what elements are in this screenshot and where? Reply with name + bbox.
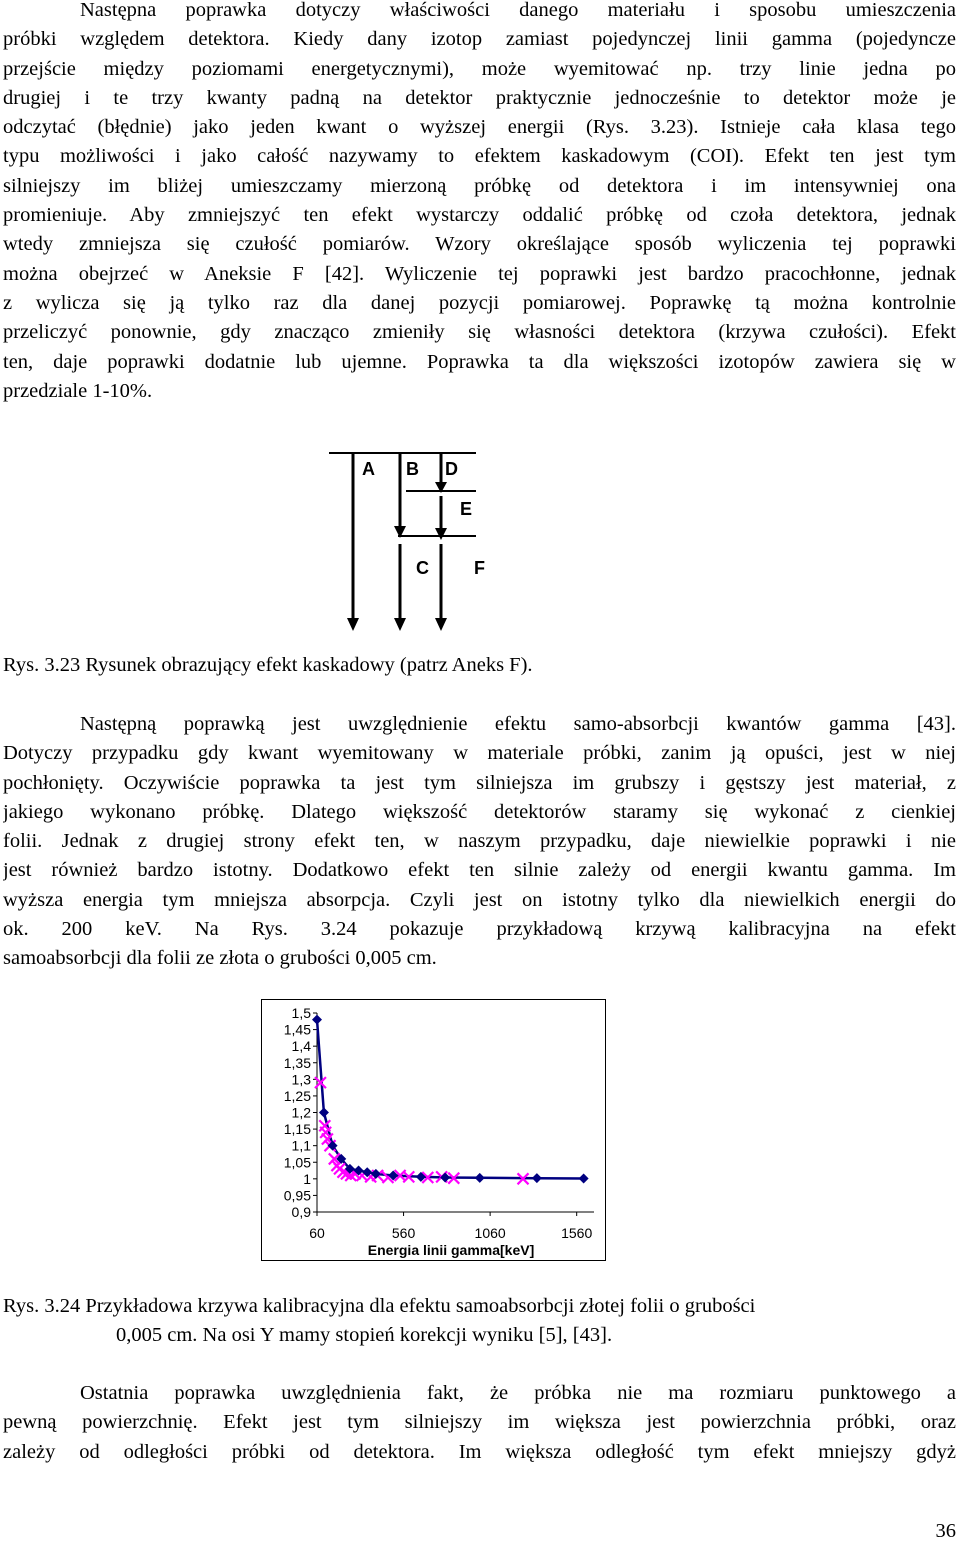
- label-f: F: [474, 558, 485, 578]
- text-line: przedziale 1-10%.: [3, 379, 153, 402]
- arrow-e-head: [435, 528, 447, 540]
- y-tick-label: 1,3: [291, 1071, 311, 1088]
- text-line: Następną poprawką jest uwzględnienie efektu samo-absorbcji kwantów gamma [43].: [80, 713, 956, 735]
- arrow-c-head: [394, 618, 406, 631]
- y-tick-label: 0,95: [283, 1187, 311, 1204]
- chart-frame: [262, 1000, 606, 1261]
- figure-3-23-caption: Rys. 3.23 Rysunek obrazujący efekt kaskadowy (patrz Aneks F).: [3, 654, 533, 676]
- y-tick-label: 1,15: [283, 1121, 311, 1138]
- paragraph-cascade-effect: [3, 0, 956, 406]
- text-line: folii. Jednak z drugiej strony efekt ten, w naszym przypadku, daje niewielkie poprawki i nie: [3, 830, 956, 853]
- text-line: samoabsorbcji dla folii ze złota o grubości 0,005 cm.: [3, 947, 437, 970]
- paragraph-source-geometry: [3, 1379, 956, 1467]
- y-tick-label: 1,2: [291, 1104, 311, 1121]
- page-number: 36: [935, 1520, 956, 1542]
- calibration-chart: [261, 999, 606, 1261]
- text-line: ten, daje poprawki dodatnie lub ujemne. Poprawka ta dla większości izotopów zawiera się w: [3, 350, 956, 373]
- text-line: pochłonięty. Oczywiście poprawka ta jest tym silniejsza im grubszy i gęstszy jest materiał, z: [3, 771, 956, 794]
- arrow-f-head: [435, 618, 447, 631]
- figure-3-24-caption-line1: Rys. 3.24 Przykładowa krzywa kalibracyjna dla efektu samoabsorbcji złotej folii o grubości: [3, 1295, 756, 1317]
- label-d: D: [445, 459, 458, 479]
- x-tick-label: 60: [309, 1225, 325, 1241]
- arrow-a-head: [347, 618, 359, 631]
- label-c: C: [416, 558, 429, 578]
- text-line: Dotyczy przypadku gdy kwant wyemitowany w materiale próbki, zanim ją opuści, jest w niej: [3, 742, 956, 765]
- y-tick-label: 1,1: [291, 1137, 311, 1154]
- text-line: jest również bardzo istotny. Dodatkowo efekt ten silnie zależy od energii kwantu gamma. Im: [3, 859, 956, 882]
- text-line: próbki względem detektora. Kiedy dany izotop zamiast pojedynczej linii gamma (pojedyncze: [3, 28, 956, 51]
- y-tick-label: 1,05: [283, 1154, 311, 1171]
- x-tick-label: 1560: [561, 1225, 593, 1241]
- label-b: B: [406, 459, 419, 479]
- text-line: pewną powierzchnię. Efekt jest tym silniejszy im większa jest powierzchnia próbki, oraz: [3, 1411, 956, 1434]
- y-tick-label: 0,9: [291, 1204, 311, 1220]
- text-line: wyższa energia tym mniejsza absorpcja. Czyli jest on istotny tylko dla niewielkich energii do: [3, 888, 956, 911]
- text-line: zależy od odległości próbki od detektora. Im większa odległość tym efekt mniejszy gdyż: [3, 1440, 956, 1463]
- y-tick-label: 1,35: [283, 1054, 311, 1071]
- text-line: odczytać (błędnie) jako jeden kwant o wyższej energii (Rys. 3.23). Istnieje cała klasa tego: [3, 116, 956, 139]
- text-line: przejście między poziomami energetycznymi), może wyemitować np. trzy linie jedna po: [3, 57, 956, 80]
- text-line: promieniuje. Aby zmniejszyć ten efekt wystarczy oddalić próbkę od czoła detektora, jednak: [3, 204, 956, 227]
- y-tick-label: 1,5: [291, 1005, 311, 1021]
- text-line: typu możliwości i jako całość nazywamy to efektem kaskadowym (COI). Efekt ten jest tym: [3, 145, 956, 168]
- x-axis-title: Energia linii gamma[keV]: [367, 1242, 535, 1258]
- text-line: można obejrzeć w Aneksie F [42]. Wyliczenie tej poprawki jest bardzo pracochłonne, jednak: [3, 262, 956, 285]
- text-line: wtedy zmniejsza się czułość pomiarów. Wzory określające sposób wyliczenia tej poprawki: [3, 233, 956, 256]
- x-tick-label: 560: [391, 1225, 416, 1241]
- text-line: Ostatnia poprawka uwzględnienia fakt, że próbka nie ma rozmiaru punktowego a: [80, 1382, 956, 1404]
- x-tick-label: 1060: [474, 1225, 506, 1241]
- text-line: drugiej i te trzy kwanty padną na detektor praktycznie jednocześnie to detektor może je: [3, 86, 956, 109]
- text-line: z wylicza się ją tylko raz dla danej pozycji pomiarowej. Poprawkę tą można kontrolnie: [3, 291, 956, 314]
- y-tick-label: 1,45: [283, 1021, 311, 1038]
- y-tick-label: 1,4: [291, 1038, 311, 1055]
- text-line: silniejszy im bliżej umieszczamy mierzoną próbkę od detektora i im intensywniej ona: [3, 174, 956, 197]
- label-a: A: [362, 459, 375, 479]
- y-tick-label: 1: [303, 1170, 311, 1187]
- figure-3-24-caption-line2: 0,005 cm. Na osi Y mamy stopień korekcji wyniku [5], [43].: [116, 1324, 613, 1346]
- text-line: ok. 200 keV. Na Rys. 3.24 pokazuje przykładową krzywą kalibracyjna na efekt: [3, 918, 956, 941]
- paragraph-self-absorption: [3, 710, 956, 974]
- text-line: jakiego wykonano próbkę. Dlatego większość detektorów staramy się wykonać z cienkiej: [3, 800, 956, 823]
- label-e: E: [460, 499, 473, 519]
- y-tick-label: 1,25: [283, 1087, 311, 1104]
- text-line: Następna poprawka dotyczy właściwości danego materiału i sposobu umieszczenia: [80, 0, 956, 21]
- text-line: przeliczyć ponownie, gdy znacząco zmieniły się własności detektora (krzywa czułości). Efekt: [3, 321, 956, 344]
- cascade-effect-diagram: [326, 448, 498, 634]
